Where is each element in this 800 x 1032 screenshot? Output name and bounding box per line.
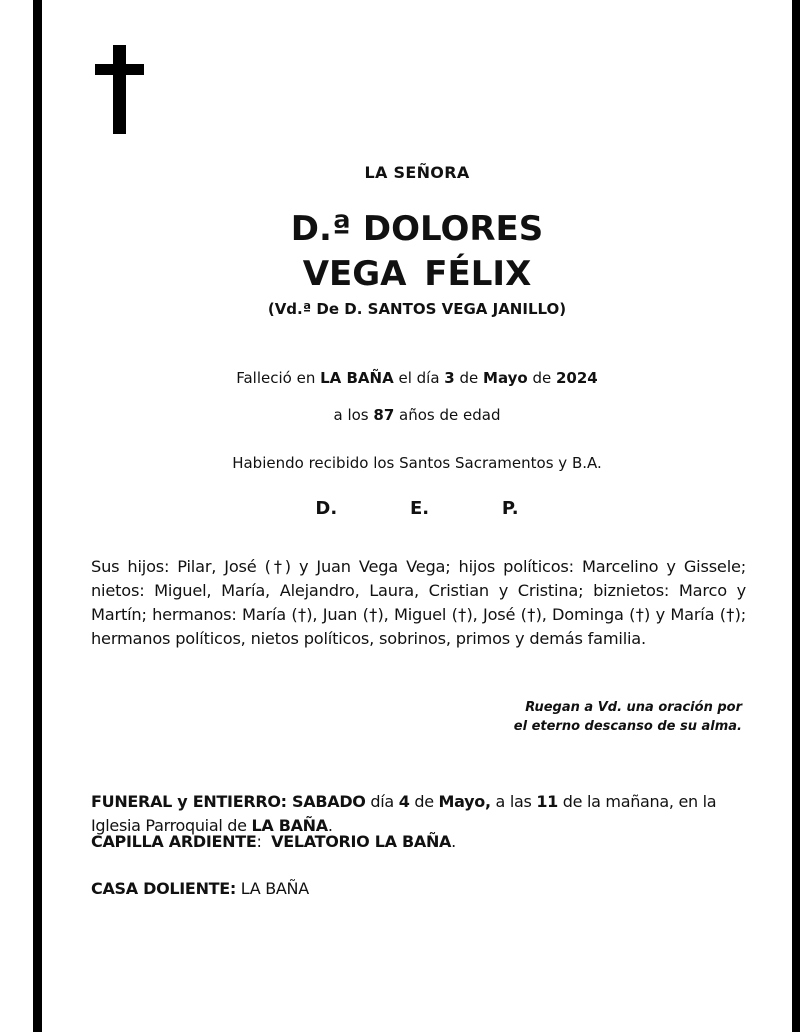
right-border <box>792 0 800 1032</box>
house-info <box>91 879 309 898</box>
widow-of: (Vd.ª De D. SANTOS VEGA JANILLO) <box>267 300 567 318</box>
funeral-info: FUNERAL y ENTIERRO: SABADO día 4 de Mayo, a las 11 de la mañana, en la Iglesia Parroquial de LA BAÑA. <box>91 792 717 835</box>
death-year: 2024 <box>556 369 598 387</box>
sacraments-line: Habiendo recibido los Santos Sacramentos y B.A. <box>232 454 602 472</box>
age: 87 <box>373 406 395 424</box>
funeral-label: FUNERAL y ENTIERRO: SABADO <box>91 792 366 811</box>
deceased-name-line1: D.ª DOLORES <box>290 209 544 249</box>
house-value: LA BAÑA <box>236 879 309 898</box>
left-border <box>33 0 42 1032</box>
deceased-name-line2: VEGA FÉLIX <box>302 254 532 294</box>
prayer-request <box>420 698 742 736</box>
death-place: LA BAÑA <box>320 369 394 387</box>
dep: D. E. P. <box>315 498 519 519</box>
family-paragraph: Sus hijos: Pilar, José (†) y Juan Vega Vega; hijos políticos: Marcelino y Gissele; nietos: Miguel, María, Alejandro, Laura, Cristian y Cristina; biznietos: Marco y Martín; hermanos: María (†), Juan (†), Miguel (†), José (†), Dominga (†) y María (†); hermanos políticos, nietos políticos, sobrinos, primos y demás familia. <box>91 557 746 648</box>
chapel-info: CAPILLA ARDIENTE: VELATORIO LA BAÑA. <box>91 832 456 851</box>
chapel-value: VELATORIO LA BAÑA <box>271 832 452 851</box>
death-month: Mayo <box>483 369 528 387</box>
chapel-label: CAPILLA ARDIENTE <box>91 832 257 851</box>
death-day: 3 <box>444 369 455 387</box>
cross-icon <box>95 45 144 134</box>
prayer-line2: el eterno descanso de su alma. <box>513 719 742 734</box>
age-line: a los 87 años de edad <box>333 406 501 424</box>
title: LA SEÑORA <box>364 163 470 182</box>
death-line: Falleció en LA BAÑA el día 3 de Mayo de 2024 <box>236 369 598 387</box>
prayer-line1: Ruegan a Vd. una oración por <box>525 700 742 715</box>
house-label: CASA DOLIENTE: <box>91 879 236 898</box>
